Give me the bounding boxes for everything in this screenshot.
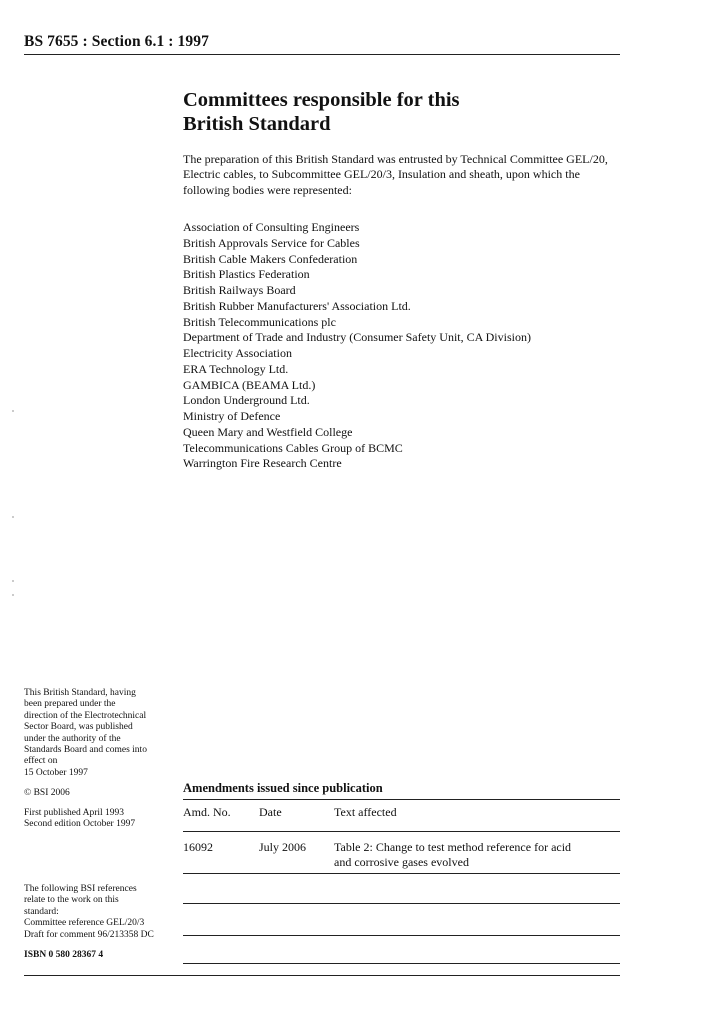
list-item: Association of Consulting Engineers (183, 220, 360, 234)
note-line: under the authority of the (24, 733, 121, 744)
copyright-notice: © BSI 2006 (24, 788, 70, 798)
text-affected-line-2: and corrosive gases evolved (334, 855, 469, 869)
column-header-text-affected: Text affected (334, 805, 397, 819)
reference-line: relate to the work on this (24, 895, 119, 906)
table-row-rule (183, 935, 620, 936)
table-header-rule (183, 831, 620, 832)
title-line-2: British Standard (183, 113, 331, 135)
note-line: Standards Board and comes into (24, 745, 147, 756)
note-line: Sector Board, was published (24, 722, 133, 733)
list-item: Warrington Fire Research Centre (183, 456, 342, 471)
column-header-date: Date (259, 805, 282, 819)
publication-history (24, 808, 135, 831)
history-line: First published April 1993 (24, 808, 125, 818)
note-line: been prepared under the (24, 699, 116, 710)
list-item: Electricity Association (183, 346, 292, 360)
reference-line: The following BSI references (24, 884, 137, 894)
history-line: Second edition October 1997 (24, 819, 136, 830)
intro-paragraph: The preparation of this British Standard was entrusted by Technical Committee GEL/20, Electric cables, to Subcommittee GEL/20/3, Insulation and sheath, upon which the following bodies were represented: (183, 152, 608, 197)
list-item: Department of Trade and Industry (Consumer Safety Unit, CA Division) (183, 330, 531, 345)
note-line: 15 October 1997 (24, 767, 88, 778)
table-top-rule (183, 799, 620, 800)
amendments-title: Amendments issued since publication (183, 781, 383, 795)
list-item: Ministry of Defence (183, 409, 281, 423)
page-title (183, 88, 603, 136)
column-header-amd-no: Amd. No. (183, 805, 231, 819)
list-item: British Railways Board (183, 283, 296, 297)
title-line-1: Committees responsible for this (183, 89, 460, 111)
reference-line: standard: (24, 906, 59, 917)
date-cell: July 2006 (259, 840, 307, 854)
note-line: effect on (24, 756, 58, 767)
list-item: British Cable Makers Confederation (183, 251, 358, 266)
reference-line: Draft for comment 96/213358 DC (24, 929, 154, 940)
header-rule (24, 54, 620, 55)
scan-speck (12, 594, 14, 596)
list-item: Queen Mary and Westfield College (183, 424, 353, 439)
amd-no-cell: 16092 (183, 840, 213, 854)
footer-rule (24, 975, 620, 976)
list-item: British Telecommunications plc (183, 314, 336, 329)
list-item: Telecommunications Cables Group of BCMC (183, 440, 403, 455)
list-item: London Underground Ltd. (183, 393, 310, 408)
list-item: British Approvals Service for Cables (183, 235, 360, 250)
list-item: British Plastics Federation (183, 267, 310, 282)
table-row-rule (183, 963, 620, 964)
text-affected-line-1: Table 2: Change to test method reference for acid (334, 840, 572, 854)
scan-speck (12, 580, 14, 582)
table-row-rule (183, 903, 620, 904)
list-item: ERA Technology Ltd. (183, 361, 289, 376)
list-item: British Rubber Manufacturers' Association Ltd. (183, 298, 411, 313)
standard-reference-header: BS 7655 : Section 6.1 : 1997 (24, 33, 209, 50)
bsi-references (24, 884, 154, 941)
reference-line: Committee reference GEL/20/3 (24, 918, 145, 929)
scan-speck (12, 410, 14, 412)
list-item: GAMBICA (BEAMA Ltd.) (183, 377, 316, 392)
scan-speck (12, 516, 14, 518)
note-line: direction of the Electrotechnical (24, 710, 147, 721)
isbn: ISBN 0 580 28367 4 (24, 950, 104, 960)
publication-note (24, 688, 147, 779)
represented-bodies-list (183, 220, 531, 472)
note-line: This British Standard, having (24, 688, 136, 698)
table-row-rule (183, 873, 620, 874)
